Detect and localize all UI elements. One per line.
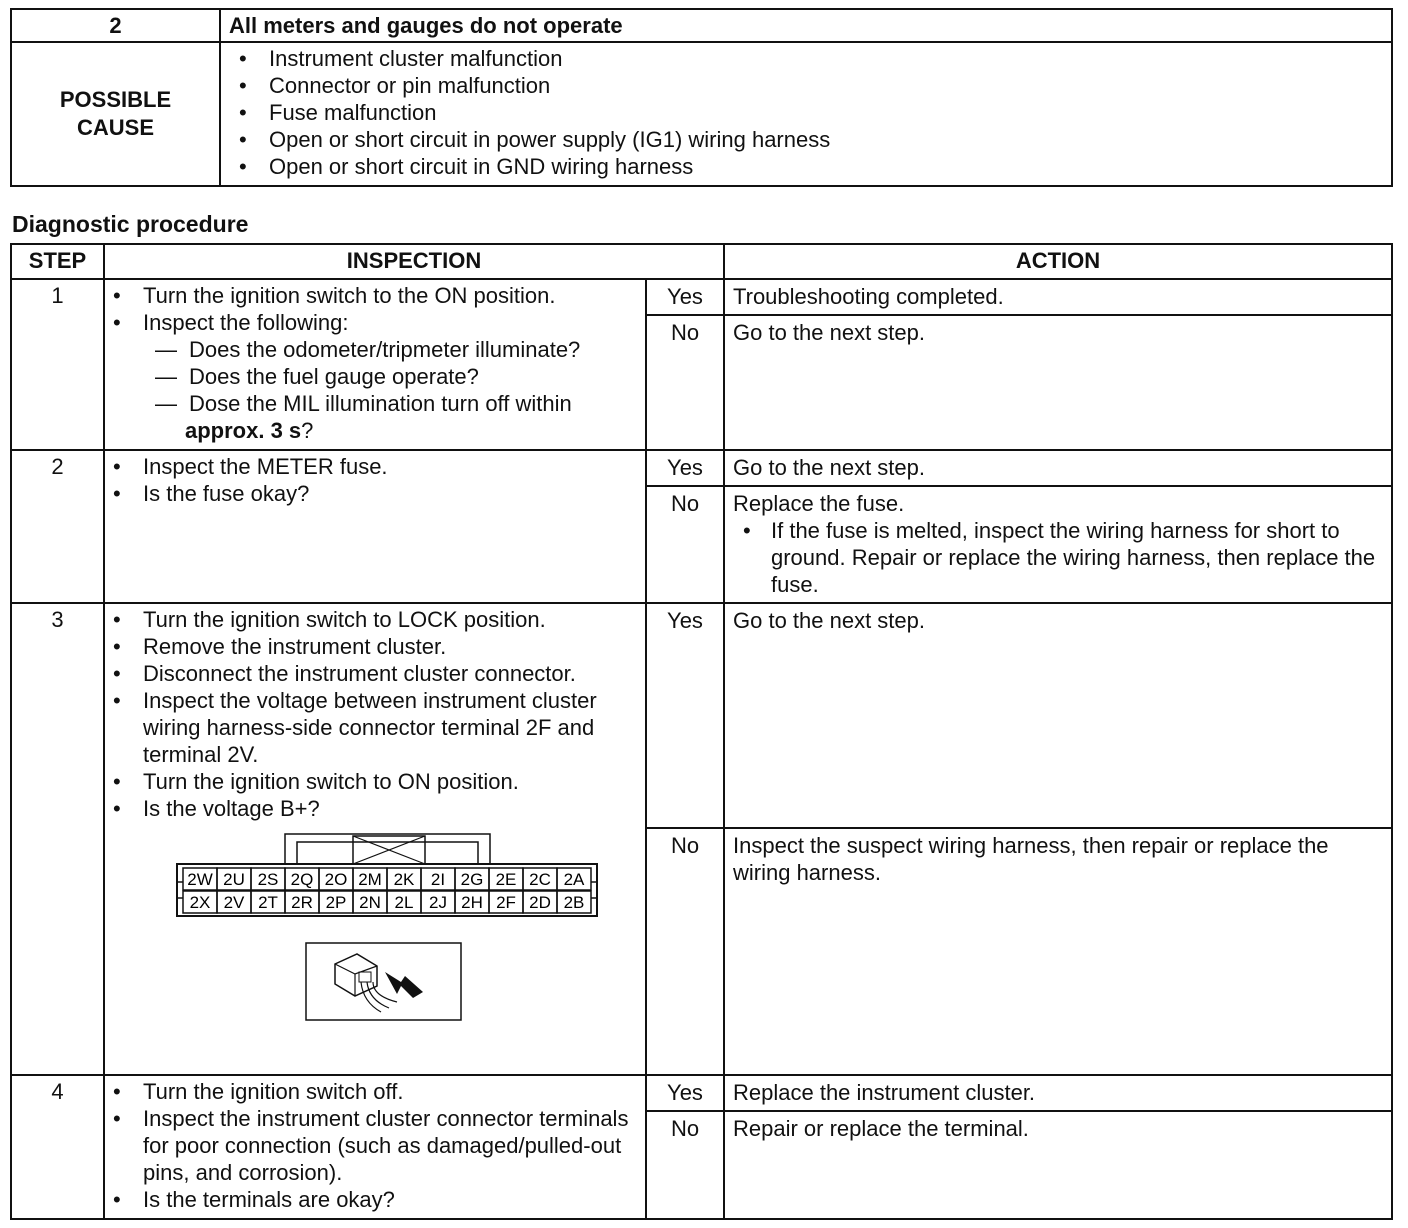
terminal-label: 2U — [223, 870, 245, 889]
cause-item: • Instrument cluster malfunction — [235, 45, 1383, 72]
terminal-label: 2O — [324, 870, 348, 889]
connector-diagram — [175, 822, 605, 922]
no-action: Replace the fuse. — [733, 491, 905, 516]
inspection-item: • Turn the ignition switch to the ON position. — [109, 282, 639, 309]
dash-mark: — — [155, 337, 177, 362]
step-number: 4 — [11, 1075, 104, 1219]
terminal-label: 2A — [563, 870, 585, 889]
yes-action: Replace the instrument cluster. — [724, 1075, 1392, 1111]
no-action: Repair or replace the terminal. — [724, 1111, 1392, 1219]
table-row — [11, 603, 1392, 828]
yes-label: Yes — [646, 1075, 724, 1111]
terminal-label: 2X — [189, 893, 211, 912]
no-action-note: • If the fuse is melted, inspect the wiring harness for short to ground. Repair or replace the wiring harness, then replace the fuse. — [733, 517, 1383, 598]
inspection-item: • Disconnect the instrument cluster connector. — [109, 660, 639, 687]
sub-item: — Does the odometer/tripmeter illuminate? — [155, 337, 581, 362]
inspection-item: • Is the terminals are okay? — [109, 1186, 639, 1213]
column-header-step: STEP — [11, 244, 104, 279]
terminal-label: 2S — [257, 870, 279, 889]
yes-label: Yes — [646, 279, 724, 315]
terminal-label: 2V — [223, 893, 245, 912]
possible-cause-label-line1: POSSIBLE — [59, 87, 172, 112]
table-row — [11, 279, 1392, 315]
no-label: No — [646, 1111, 724, 1219]
terminal-label: 2L — [394, 893, 414, 912]
no-label: No — [646, 828, 724, 1075]
possible-cause-label-line2: CAUSE — [76, 115, 154, 140]
connector-top-row — [183, 868, 591, 890]
terminal-label: 2C — [529, 870, 551, 889]
possible-cause-table — [10, 8, 1393, 187]
step-number: 3 — [11, 603, 104, 1075]
inspection-item: • Inspect the voltage between instrument cluster wiring harness-side connector terminal 2F and terminal 2V. — [109, 687, 639, 768]
possible-cause-list — [220, 42, 1392, 186]
terminal-label: 2P — [325, 893, 347, 912]
terminal-label: 2F — [496, 893, 516, 912]
cause-item: • Open or short circuit in GND wiring harness — [235, 153, 1383, 180]
dash-mark: — — [155, 364, 177, 389]
sub-item: — Does the fuel gauge operate? — [155, 364, 479, 389]
terminal-label: 2N — [359, 893, 381, 912]
cause-item: • Fuse malfunction — [235, 99, 1383, 126]
no-label: No — [646, 315, 724, 450]
inspection-item: • Turn the ignition switch off. — [109, 1078, 639, 1105]
sub-item-continuation: approx. 3 s? — [185, 418, 314, 443]
yes-action: Go to the next step. — [724, 603, 1392, 828]
terminal-label: 2R — [291, 893, 313, 912]
step-number: 2 — [11, 450, 104, 603]
yes-action: Go to the next step. — [724, 450, 1392, 486]
step-number: 1 — [11, 279, 104, 450]
connector-figure — [109, 822, 639, 1052]
possible-cause-label — [11, 42, 220, 186]
inspection-item: • Turn the ignition switch to ON position. — [109, 768, 639, 795]
symptom-title: All meters and gauges do not operate — [220, 9, 1392, 42]
column-header-inspection: INSPECTION — [104, 244, 724, 279]
no-action-cell — [724, 486, 1392, 603]
terminal-label: 2M — [358, 870, 382, 889]
sub-item: — Dose the MIL illumination turn off within — [155, 391, 572, 416]
terminal-label: 2J — [429, 893, 447, 912]
inspection-cell — [104, 603, 646, 1075]
inspection-item: • Inspect the following: — [109, 309, 639, 336]
connector-bottom-row — [183, 891, 591, 913]
inspection-item: • Inspect the METER fuse. — [109, 453, 639, 480]
table-row — [11, 450, 1392, 486]
terminal-label: 2T — [258, 893, 278, 912]
diagnostic-procedure-table — [10, 243, 1393, 1220]
terminal-label: 2B — [563, 893, 585, 912]
yes-label: Yes — [646, 603, 724, 828]
terminal-label: 2I — [430, 870, 446, 889]
inspection-item: • Is the voltage B+? — [109, 795, 639, 822]
yes-action: Troubleshooting completed. — [724, 279, 1392, 315]
no-action: Inspect the suspect wiring harness, then repair or replace the wiring harness. — [724, 828, 1392, 1075]
symptom-number: 2 — [11, 9, 220, 42]
time-value: approx. 3 s — [185, 418, 302, 443]
inspection-cell — [104, 450, 646, 603]
inspection-item: • Inspect the instrument cluster connector terminals for poor connection (such as damaged/pulled-out pins, and corrosion). — [109, 1105, 639, 1186]
dash-mark: — — [155, 391, 177, 416]
terminal-label: 2D — [529, 893, 551, 912]
cause-item: • Open or short circuit in power supply (IG1) wiring harness — [235, 126, 1383, 153]
yes-label: Yes — [646, 450, 724, 486]
terminal-label: 2E — [495, 870, 517, 889]
table-row — [11, 1075, 1392, 1111]
no-label: No — [646, 486, 724, 603]
terminal-label: 2G — [460, 870, 484, 889]
probe-icon — [305, 942, 463, 1022]
inspection-item: • Is the fuse okay? — [109, 480, 639, 507]
inspection-cell — [104, 279, 646, 450]
cause-item: • Connector or pin malfunction — [235, 72, 1383, 99]
column-header-action: ACTION — [724, 244, 1392, 279]
inspection-cell — [104, 1075, 646, 1219]
inspection-item: • Remove the instrument cluster. — [109, 633, 639, 660]
terminal-label: 2Q — [290, 870, 314, 889]
terminal-label: 2K — [393, 870, 415, 889]
inspection-item: • Turn the ignition switch to LOCK position. — [109, 606, 639, 633]
diagnostic-procedure-heading: Diagnostic procedure — [12, 211, 249, 237]
terminal-label: 2H — [461, 893, 483, 912]
terminal-label: 2W — [187, 870, 213, 889]
no-action: Go to the next step. — [724, 315, 1392, 450]
